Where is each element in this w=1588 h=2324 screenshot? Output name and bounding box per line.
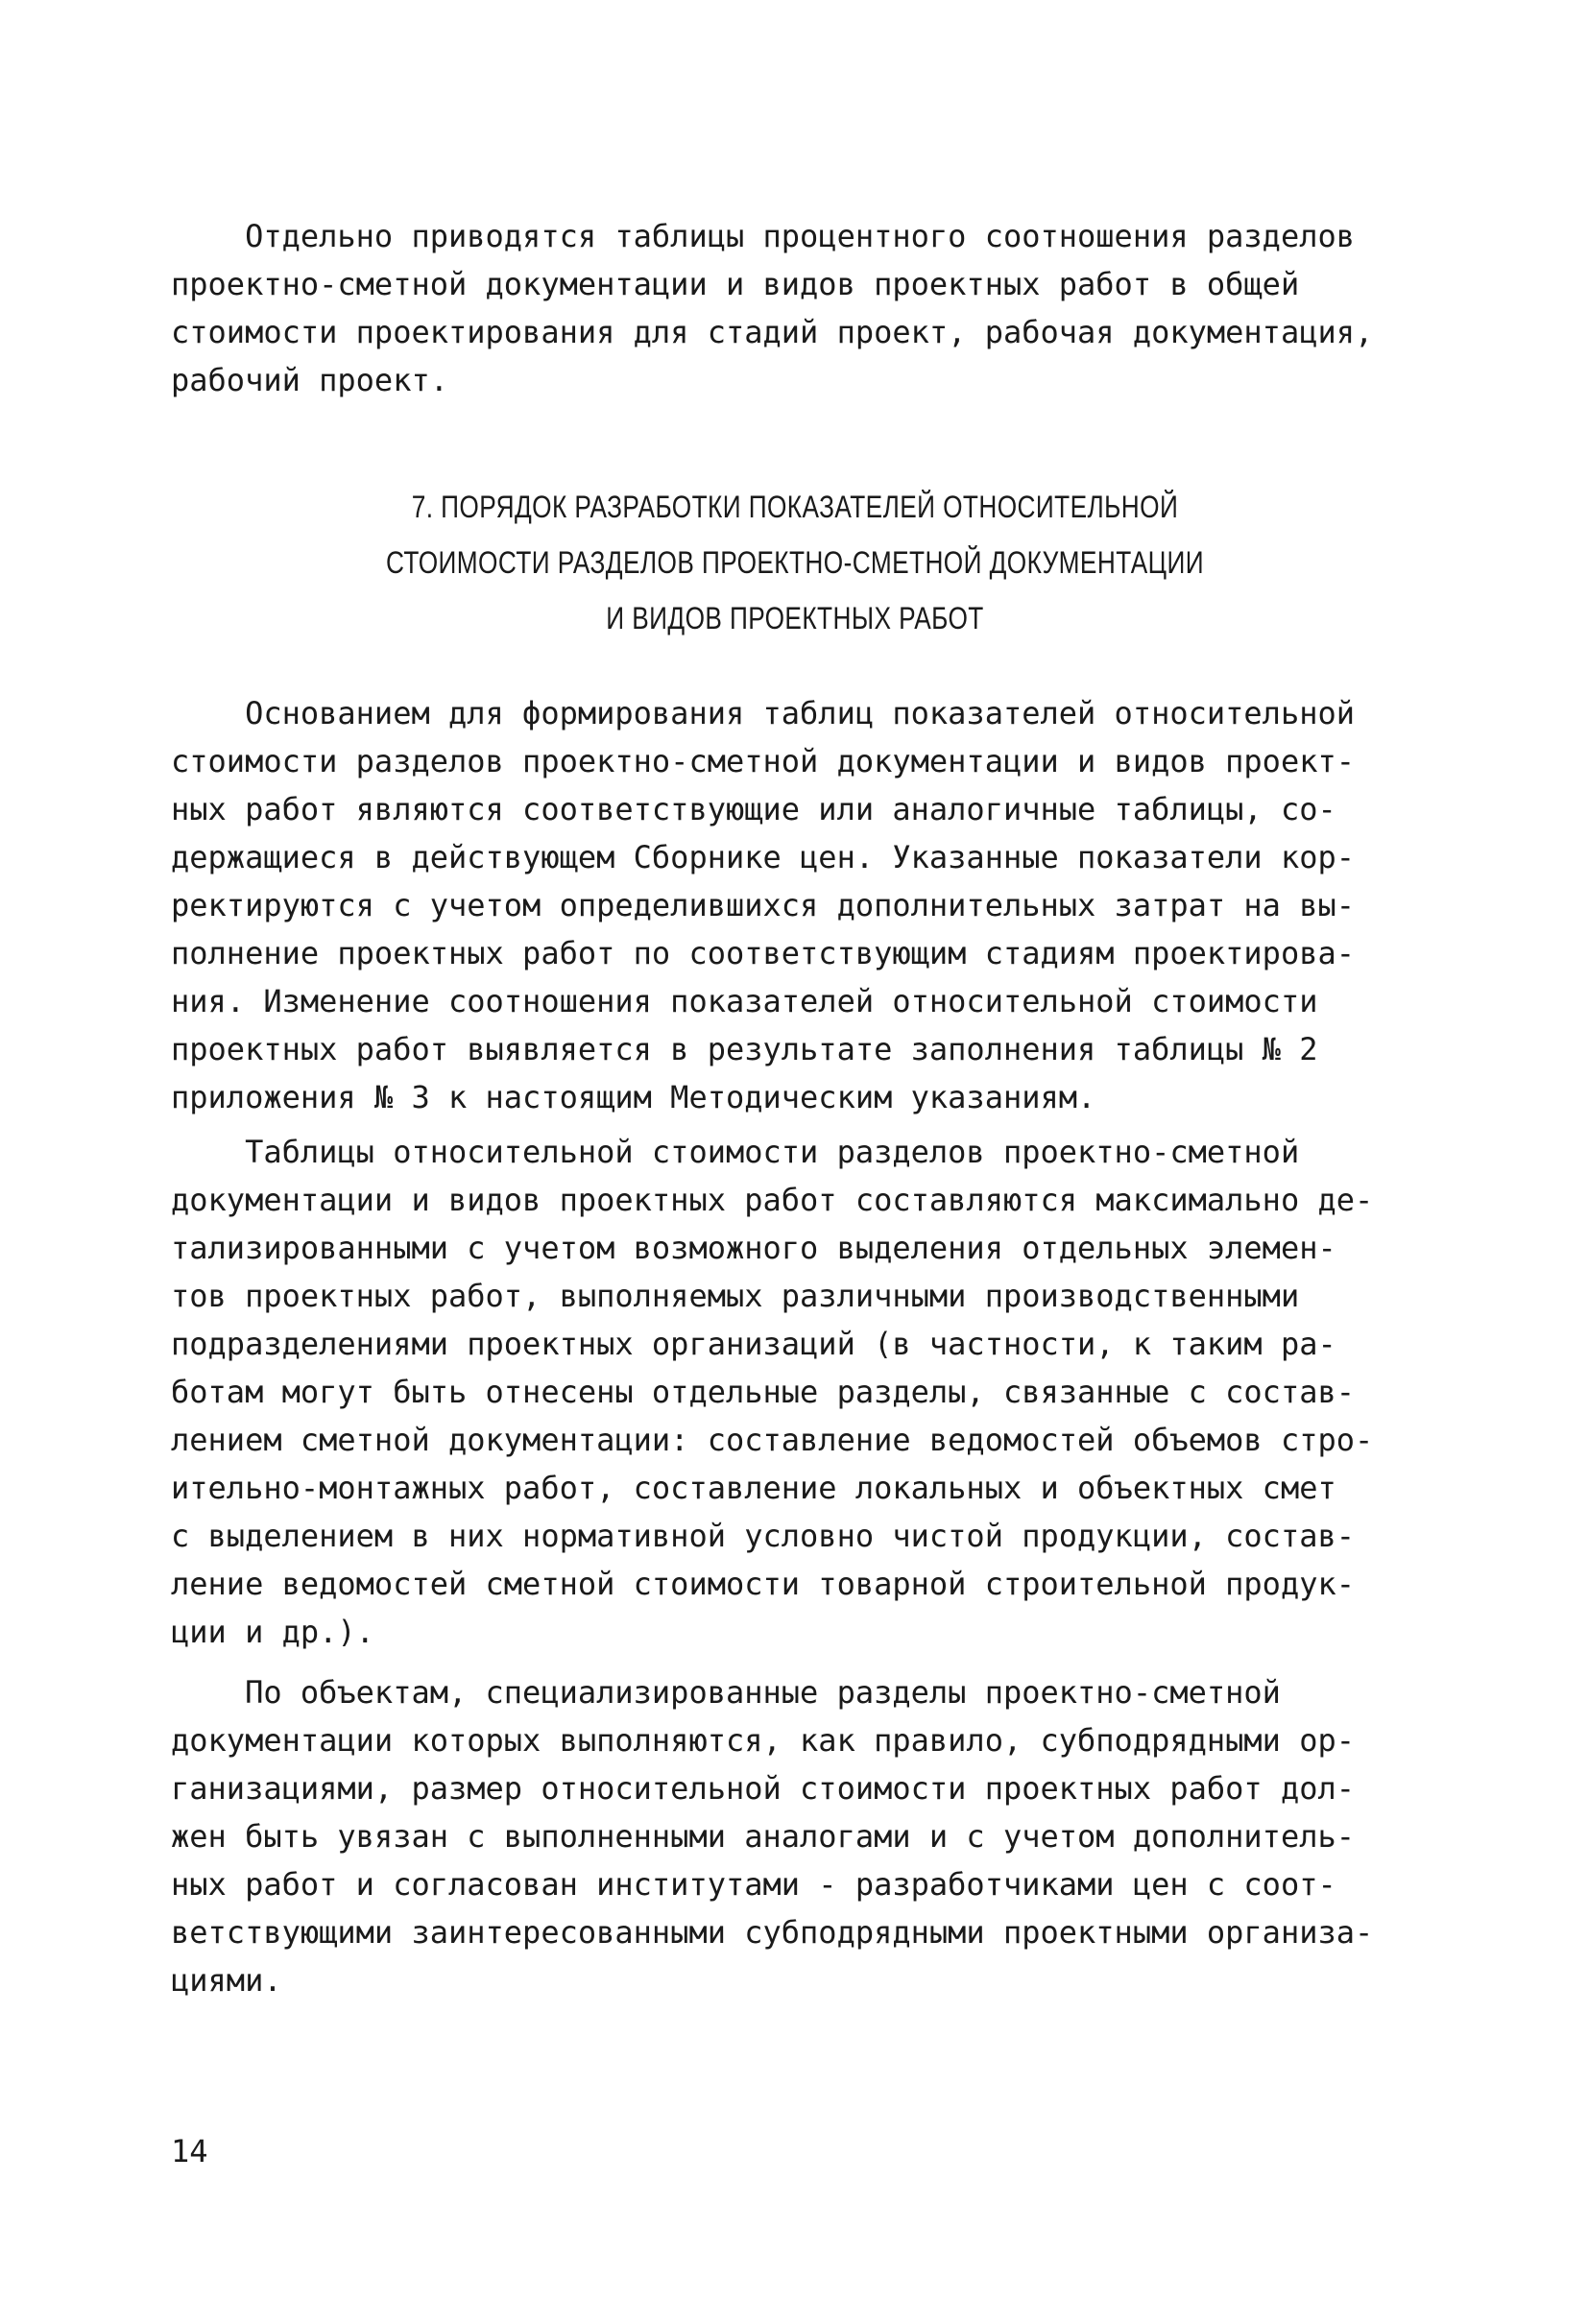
paragraph-line: тов проектных работ, выполняемых различными производственными	[171, 1278, 1300, 1314]
paragraph-line: Таблицы относительной стоимости разделов проектно-сметной	[171, 1134, 1300, 1170]
paragraph-line: с выделением в них нормативной условно чистой продукции, состав-	[171, 1518, 1355, 1554]
paragraph-objects	[171, 1668, 1419, 2004]
paragraph-line: проектных работ выявляется в результате заполнения таблицы № 2	[171, 1031, 1318, 1067]
paragraph-line: ных работ и согласован институтами - разработчиками цен с соот-	[171, 1866, 1336, 1903]
section-heading	[171, 479, 1419, 646]
paragraph-line: ния. Изменение соотношения показателей относительной стоимости	[171, 983, 1318, 1019]
heading-line: 7. ПОРЯДОК РАЗРАБОТКИ ПОКАЗАТЕЛЕЙ ОТНОСИТЕЛЬНОЙ	[411, 490, 1179, 524]
heading-line: И ВИДОВ ПРОЕКТНЫХ РАБОТ	[606, 601, 984, 635]
paragraph-line: ганизациями, размер относительной стоимости проектных работ дол-	[171, 1770, 1355, 1807]
paragraph-line: тализированными с учетом возможного выделения отдельных элемен-	[171, 1230, 1336, 1266]
paragraph-line: циями.	[171, 1962, 282, 1999]
paragraph-line: подразделениями проектных организаций (в частности, к таким ра-	[171, 1326, 1336, 1362]
paragraph-basis	[171, 689, 1419, 1121]
paragraph-line: ительно-монтажных работ, составление локальных и объектных смет	[171, 1470, 1336, 1506]
paragraph-line: держащиеся в действующем Сборнике цен. Указанные показатели кор-	[171, 839, 1355, 875]
paragraph-line: рабочий проект.	[171, 362, 448, 398]
heading-line: СТОИМОСТИ РАЗДЕЛОВ ПРОЕКТНО-СМЕТНОЙ ДОКУМЕНТАЦИИ	[385, 545, 1205, 580]
page-number: 14	[171, 2133, 208, 2169]
paragraph-line: жен быть увязан с выполненными аналогами и с учетом дополнитель-	[171, 1818, 1355, 1855]
paragraph-line: ных работ являются соответствующие или аналогичные таблицы, со-	[171, 791, 1336, 827]
paragraph-line: Основанием для формирования таблиц показателей относительной	[171, 695, 1355, 731]
paragraph-line: приложения № 3 к настоящим Методическим указаниям.	[171, 1079, 1096, 1115]
paragraph-line: стоимости проектирования для стадий проект, рабочая документация,	[171, 314, 1374, 350]
paragraph-line: По объектам, специализированные разделы проектно-сметной	[171, 1674, 1281, 1711]
paragraph-line: лением сметной документации: составление ведомостей объемов стро-	[171, 1422, 1374, 1458]
paragraph-line: ботам могут быть отнесены отдельные разделы, связанные с состав-	[171, 1374, 1355, 1410]
paragraph-line: документации и видов проектных работ составляются максимально де-	[171, 1182, 1374, 1218]
paragraph-line: полнение проектных работ по соответствующим стадиям проектирова-	[171, 935, 1355, 971]
paragraph-line: документации которых выполняются, как правило, субподрядными ор-	[171, 1722, 1355, 1759]
paragraph-line: ции и др.).	[171, 1614, 374, 1650]
intro-paragraph	[171, 212, 1419, 404]
paragraph-line: Отдельно приводятся таблицы процентного соотношения разделов	[171, 218, 1355, 254]
paragraph-line: стоимости разделов проектно-сметной документации и видов проект-	[171, 743, 1355, 779]
paragraph-line: проектно-сметной документации и видов проектных работ в общей	[171, 266, 1300, 302]
paragraph-line: ветствующими заинтересованными субподрядными проектными организа-	[171, 1914, 1374, 1951]
paragraph-tables	[171, 1128, 1419, 1656]
paragraph-line: ление ведомостей сметной стоимости товарной строительной продук-	[171, 1566, 1355, 1602]
paragraph-line: ректируются с учетом определившихся дополнительных затрат на вы-	[171, 887, 1355, 923]
